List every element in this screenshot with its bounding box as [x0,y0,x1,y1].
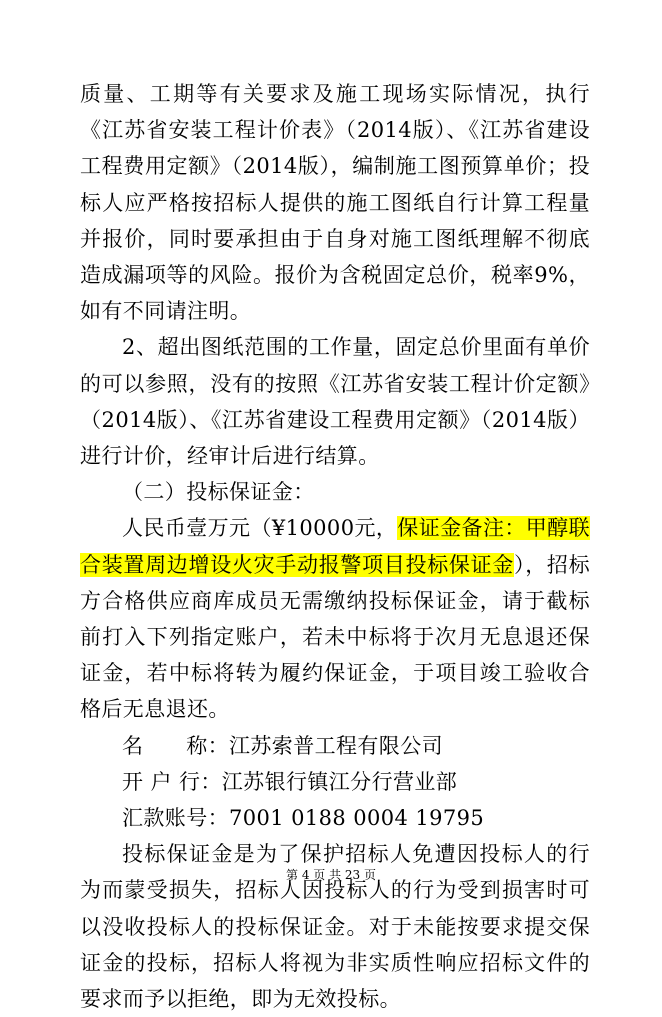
section-heading-bid-bond [80,474,590,510]
paragraph-bond-amount [80,510,590,727]
account-bank-label: 开 户 行： [122,769,222,794]
bond-instructions-text: ），招标方合格供应商库成员无需缴纳投标保证金，请于截标前打入下列指定账户，若未中标将于次月无息退还保证金，若中标将转为履约保证金，于项目竣工验收合格后无息退还。 [80,552,590,722]
page-footer [0,866,662,883]
paragraph-extra-work: 2、超出图纸范围的工作量，固定总价里面有单价的可以参照，没有的按照《江苏省安装工程计价定额》（2014版）、《江苏省建设工程费用定额》（2014版）进行计价，经审计后进行结算。 [80,335,590,469]
page-number: 第 4 页 共 23 页 [286,868,376,882]
account-number-label: 汇款账号： [122,806,229,831]
account-bank-value: 江苏银行镇江分行营业部 [221,769,458,794]
paragraph-bond-purpose: 投标保证金是为了保护招标人免遭因投标人的行为而蒙受损失，招标人因投标人的行为受到损害时可以没收投标人的投标保证金。对于未能按要求提交保证金的投标，招标人将视为非实质性响应招标文件的要求而予以拒绝，即为无效投标。 [80,842,590,1012]
account-name-row [80,728,590,764]
bond-remark-highlight: 保证金备注：甲醇联合装置周边增设火灾手动报警项目投标保证金 [80,516,590,577]
paragraph-pricing-basis: 质量、工期等有关要求及施工现场实际情况，执行《江苏省安装工程计价表》（2014版）、《江苏省建设工程费用定额》（2014版），编制施工图预算单价；投标人应严格按招标人提供的施工图纸自行计算工程量并报价，同时要承担由于自身对施工图纸理解不彻底造成漏项等的风险。报价为含税固定总价，税率9%，如有不同请注明。 [80,82,590,324]
account-name-value: 江苏索普工程有限公司 [229,733,443,758]
account-number-row [80,800,590,836]
account-bank-row [80,764,590,800]
account-name-label: 名 称： [122,733,229,758]
bond-amount-text: 人民币壹万元（¥10000元， [122,516,398,541]
section-heading-text: （二）投标保证金： [122,480,315,505]
account-number-value: 7001 0188 0004 19795 [229,806,485,831]
